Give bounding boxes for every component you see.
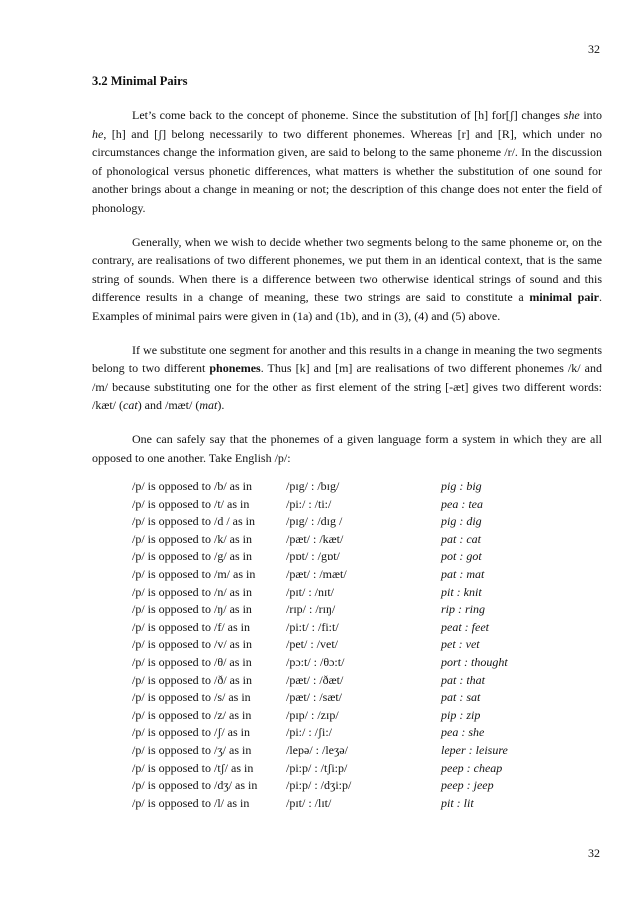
opposition-row xyxy=(132,637,508,655)
paragraph-1-text-b: into xyxy=(579,108,602,122)
opposition-description: /p/ is opposed to /k/ as in xyxy=(132,531,252,546)
word-pair: pat : mat xyxy=(441,567,485,582)
paragraph-3-text-b: . Thus [k] and [m] are realisations of two different phonemes /k/ and /m/ because substituting one for the other as first element of the string [-æt] gives two different words: /kæt/ ( xyxy=(92,361,602,413)
opposition-row xyxy=(132,778,508,796)
opposition-row xyxy=(132,602,508,620)
opposition-description: /p/ is opposed to /l/ as in xyxy=(132,795,250,810)
opposition-row xyxy=(132,796,508,814)
opposition-row xyxy=(132,532,508,550)
word-pair: peep : jeep xyxy=(441,778,494,793)
word-pair: pea : she xyxy=(441,725,485,740)
word-cat: cat xyxy=(123,398,138,413)
word-pair: pig : dig xyxy=(441,514,482,529)
paragraph-1-text-c: , [h] and [ʃ] belong necessarily to two different phonemes. Whereas [r] and [R], which under no circumstances change the information given, are said to belong to the same phoneme /r/. In the discussion of phonological versus phonetic differences, what matters is whether the substitution of one sound for another brings about a change in meaning or not; the description of this change does not enter the field of phonology. xyxy=(92,126,602,215)
page-number-bottom: 32 xyxy=(588,846,600,860)
phonemic-pair: /pɪp/ : /zɪp/ xyxy=(286,707,339,722)
phonemic-pair: /lepə/ : /leʒə/ xyxy=(286,743,348,757)
phonemic-pair: /pɪg/ : /dɪg / xyxy=(286,514,343,529)
phonemic-pair: /pi:p/ : /dʒi:p/ xyxy=(286,778,352,793)
opposition-row xyxy=(132,708,508,726)
opposition-description: /p/ is opposed to /ŋ/ as in xyxy=(132,602,252,617)
term-minimal-pair: minimal pair xyxy=(529,290,599,305)
opposition-row xyxy=(132,690,508,708)
word-mat: mat xyxy=(199,398,218,413)
opposition-description: /p/ is opposed to /t/ as in xyxy=(132,496,250,511)
opposition-description: /p/ is opposed to /d / as in xyxy=(132,514,255,529)
paragraph-4: One can safely say that the phonemes of a given language form a system in which they are all opposed to one another. Take English /p/: xyxy=(92,431,602,465)
opposition-description: /p/ is opposed to /tʃ/ as in xyxy=(132,760,254,775)
word-pair: pip : zip xyxy=(441,707,481,722)
opposition-row xyxy=(132,567,508,585)
phonemic-pair: /pɪt/ : /lɪt/ xyxy=(286,795,332,810)
word-pair: pig : big xyxy=(441,479,482,494)
paragraph-3-text-d: ). xyxy=(217,398,225,413)
opposition-description: /p/ is opposed to /s/ as in xyxy=(132,690,251,705)
opposition-description: /p/ is opposed to /f/ as in xyxy=(132,619,250,634)
phonemic-pair: /pɪt/ : /nɪt/ xyxy=(286,584,335,599)
paragraph-3-text-c: ) and /mæt/ ( xyxy=(137,398,200,413)
opposition-row xyxy=(132,620,508,638)
opposition-row xyxy=(132,497,508,515)
phonemic-pair: /pet/ : /vet/ xyxy=(286,637,338,652)
opposition-row xyxy=(132,743,508,761)
opposition-description: /p/ is opposed to /v/ as in xyxy=(132,637,252,652)
opposition-description: /p/ is opposed to /ʒ/ as in xyxy=(132,743,252,757)
word-pair: pit : lit xyxy=(441,795,474,810)
paragraph-3-text-a: If we substitute one segment for another and this results in a change in meaning the two segments belong to two different xyxy=(92,342,602,376)
word-pair: port : thought xyxy=(441,655,508,670)
word-pair: rip : ring xyxy=(441,602,486,617)
opposition-row xyxy=(132,673,508,691)
phonemic-pair: /pi:/ : /ti:/ xyxy=(286,496,332,511)
phonemic-pair: /pɒt/ : /gɒt/ xyxy=(286,549,340,564)
opposition-row xyxy=(132,514,508,532)
word-pair: pat : cat xyxy=(441,531,481,546)
opposition-description: /p/ is opposed to /z/ as in xyxy=(132,707,252,722)
word-pair: pet : vet xyxy=(441,637,480,652)
section-title: 3.2 Minimal Pairs xyxy=(92,74,188,88)
word-she: she xyxy=(563,108,580,122)
paragraph-1 xyxy=(92,106,602,218)
word-pair: peep : cheap xyxy=(441,760,503,775)
page-number-top: 32 xyxy=(588,42,600,56)
word-pair: pat : sat xyxy=(441,690,481,705)
phonemic-pair: /pi:t/ : /fi:t/ xyxy=(286,619,339,634)
opposition-row xyxy=(132,761,508,779)
word-pair: pit : knit xyxy=(441,584,482,599)
phonemic-pair: /pæt/ : /sæt/ xyxy=(286,690,343,705)
page-content xyxy=(92,74,602,813)
phonemic-pair: /pɪg/ : /bɪg/ xyxy=(286,479,340,494)
phonemic-pair: /rɪp/ : /rɪŋ/ xyxy=(286,602,336,617)
phonemic-pair: /pæt/ : /mæt/ xyxy=(286,567,347,582)
paragraph-2-text-b: . Examples of minimal pairs were given in (1a) and (1b), and in (3), (4) and (5) above. xyxy=(92,290,602,323)
opposition-description: /p/ is opposed to /m/ as in xyxy=(132,567,256,582)
term-phonemes: phonemes xyxy=(209,361,261,376)
phonemic-pair: /pɔ:t/ : /θɔ:t/ xyxy=(286,655,345,670)
word-pair: pat : that xyxy=(441,672,485,687)
word-pair: pea : tea xyxy=(441,496,483,511)
opposition-description: /p/ is opposed to /g/ as in xyxy=(132,549,252,564)
opposition-description: /p/ is opposed to /b/ as in xyxy=(132,479,252,494)
phonemic-pair: /pæt/ : /kæt/ xyxy=(286,531,344,546)
opposition-description: /p/ is opposed to /θ/ as in xyxy=(132,655,252,670)
paragraph-2 xyxy=(92,233,602,326)
opposition-description: /p/ is opposed to /n/ as in xyxy=(132,584,252,599)
opposition-row xyxy=(132,479,508,497)
word-pair: leper : leisure xyxy=(441,743,508,757)
opposition-row xyxy=(132,655,508,673)
opposition-description: /p/ is opposed to /ð/ as in xyxy=(132,672,252,687)
opposition-description: /p/ is opposed to /dʒ/ as in xyxy=(132,778,258,793)
opposition-row xyxy=(132,585,508,603)
phonemic-pair: /pi:p/ : /tʃi:p/ xyxy=(286,760,348,775)
opposition-table xyxy=(132,479,508,813)
word-he: he xyxy=(92,126,104,141)
paragraph-3 xyxy=(92,341,602,415)
phonemic-pair: /pæt/ : /ðæt/ xyxy=(286,672,344,687)
word-pair: peat : feet xyxy=(441,619,489,634)
opposition-row xyxy=(132,725,508,743)
paragraph-2-text-a: Generally, when we wish to decide whether two segments belong to the same phoneme or, on the contrary, are realisations of two different phonemes, we put them in an identical context, that is the same string of sounds. When there is a difference between two otherwise identical strings of sound and this difference results in a change of meaning, these two strings are said to constitute a xyxy=(92,234,602,305)
phonemic-pair: /pi:/ : /ʃi:/ xyxy=(286,725,333,740)
opposition-description: /p/ is opposed to /ʃ/ as in xyxy=(132,725,250,740)
opposition-row xyxy=(132,549,508,567)
word-pair: pot : got xyxy=(441,549,482,564)
paragraph-1-text-a: Let’s come back to the concept of phoneme. Since the substitution of [h] for[ʃ] changes xyxy=(132,108,564,122)
